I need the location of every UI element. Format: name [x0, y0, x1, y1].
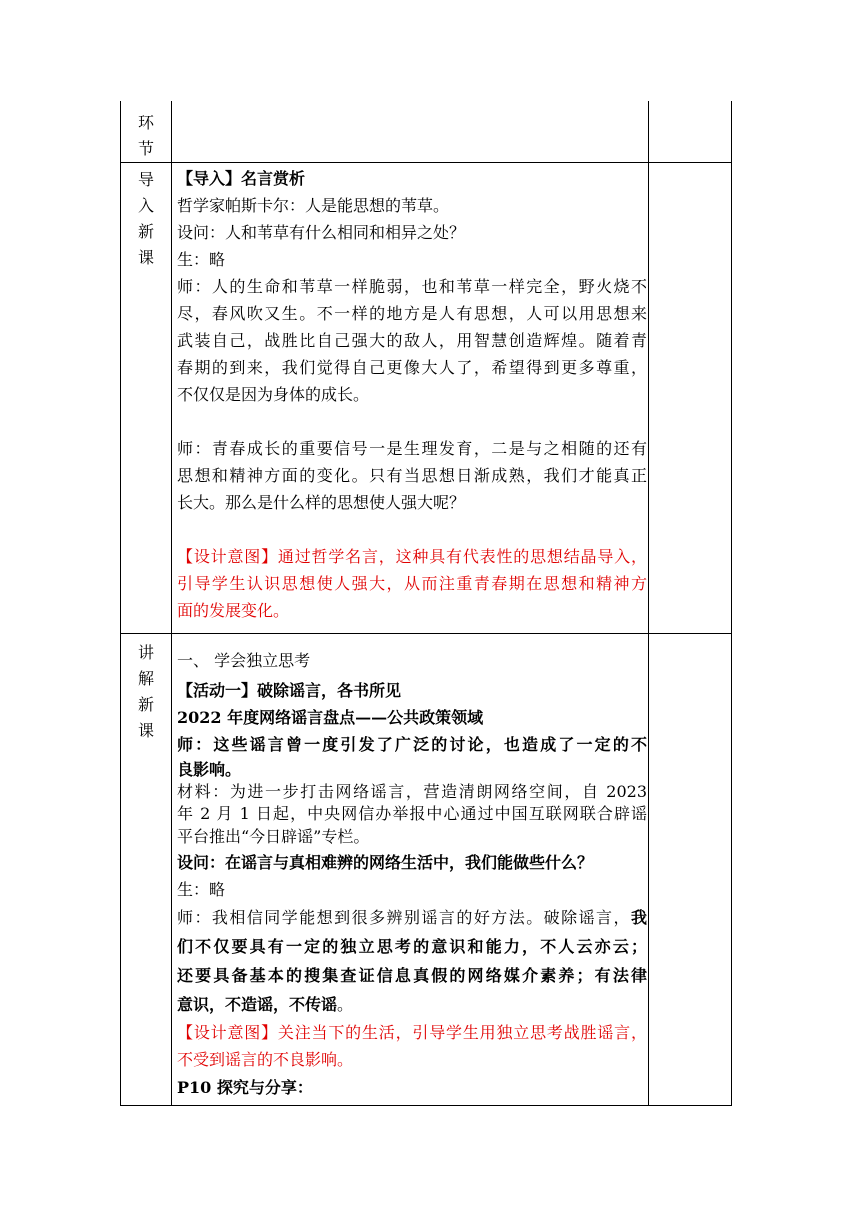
teacher-text-line: 师：青春成长的重要信号一是生理发育，二是与之相随的还有: [177, 439, 647, 458]
design-intent-line: 引导学生认识思想使人强大，从而注重青春期在思想和精神方: [177, 574, 647, 593]
teacher-text-line: 不仅仅是因为身体的成长。: [177, 385, 370, 404]
teacher-text-line: 武装自己，战胜比自己强大的敌人，用智慧创造辉煌。随着青: [177, 331, 647, 350]
teacher-text-bold: 意识，不造谣，不传谣: [177, 995, 338, 1014]
stage-char: 新: [137, 695, 154, 714]
material-line: 年 2 月 1 日起，中央网信办举报中心通过中国互联网联合辟谣: [177, 804, 647, 823]
row-divider-2: [120, 633, 732, 634]
teacher-bold-line: 师：这些谣言曾一度引发了广泛的讨论，也造成了一定的不: [177, 735, 647, 754]
stage-cell-header: [121, 110, 171, 162]
student-line: 生：略: [177, 880, 226, 899]
stage-char: 新: [137, 222, 154, 241]
row-divider-1: [120, 162, 732, 163]
explore-heading: P10 探究与分享：: [177, 1078, 313, 1097]
question-line: 设问：人和苇草有什么相同和相异之处？: [177, 223, 466, 242]
stage-char: 环: [137, 113, 154, 132]
design-intent-line: 【设计意图】通过哲学名言，这种具有代表性的思想结晶导入，: [177, 547, 647, 566]
teacher-text-line: [177, 903, 647, 932]
design-intent-line: 不受到谣言的不良影响。: [177, 1050, 354, 1069]
stage-char: 解: [137, 669, 154, 688]
material-line: 平台推出“今日辟谣”专栏。: [177, 827, 370, 846]
lecture-content: [177, 644, 647, 1103]
activity-subtitle: 2022 年度网络谣言盘点——公共政策领域: [177, 708, 484, 727]
teacher-text-normal: 师：我相信同学能想到很多辨别谣言的好方法。破除谣言，: [177, 908, 631, 927]
teacher-text-line: [177, 990, 647, 1019]
teacher-text-normal: 。: [337, 995, 354, 1014]
teacher-text-line: 长大。那么是什么样的思想使人强大呢？: [177, 493, 466, 512]
teacher-bold-line: 良影响。: [177, 760, 242, 779]
student-line: 生：略: [177, 250, 226, 269]
stage-cell-intro: [121, 167, 171, 271]
stage-char: 课: [137, 721, 154, 740]
teacher-text-line: 师：人的生命和苇草一样脆弱，也和苇草一样完全，野火烧不: [177, 277, 647, 296]
stage-char: 讲: [137, 643, 154, 662]
table-border-bottom: [120, 1105, 732, 1106]
stage-char: 节: [137, 139, 154, 158]
teacher-text-line: 春期的到来，我们觉得自己更像大人了，希望得到更多尊重，: [177, 358, 647, 377]
stage-char: 课: [137, 248, 154, 267]
question-line: 设问：在谣言与真相难辨的网络生活中，我们能做些什么？: [177, 853, 594, 872]
stage-cell-lecture: [121, 640, 171, 744]
table-border-right: [731, 101, 732, 1106]
stage-char: 入: [137, 196, 154, 215]
design-intent-line: 【设计意图】关注当下的生活，引导学生用独立思考战胜谣言，: [177, 1023, 647, 1042]
material-line: 材料：为进一步打击网络谣言，营造清朗网络空间，自 2023: [177, 782, 647, 801]
teacher-bold-line: 还要具备基本的搜集查证信息真假的网络媒介素养；有法律: [177, 966, 647, 985]
stage-char: 导: [137, 170, 154, 189]
section-heading: 一、 学会独立思考: [177, 651, 311, 670]
intro-title: 【导入】名言赏析: [177, 169, 306, 188]
intro-content: [177, 165, 647, 624]
design-intent-line: 面的发展变化。: [177, 601, 290, 620]
teacher-text-bold: 我: [630, 908, 647, 927]
teacher-text-line: 尽，春风吹又生。不一样的地方是人有思想，人可以用思想来: [177, 304, 647, 323]
quote-line: 哲学家帕斯卡尔：人是能思想的苇草。: [177, 196, 450, 215]
table-column-divider-notes: [648, 101, 649, 1106]
teacher-bold-line: 们不仅要具有一定的独立思考的意识和能力，不人云亦云；: [177, 937, 647, 956]
activity-title: 【活动一】破除谣言，各书所见: [177, 681, 402, 700]
teacher-text-line: 思想和精神方面的变化。只有当思想日渐成熟，我们才能真正: [177, 466, 647, 485]
table-column-divider-stage: [171, 101, 172, 1106]
